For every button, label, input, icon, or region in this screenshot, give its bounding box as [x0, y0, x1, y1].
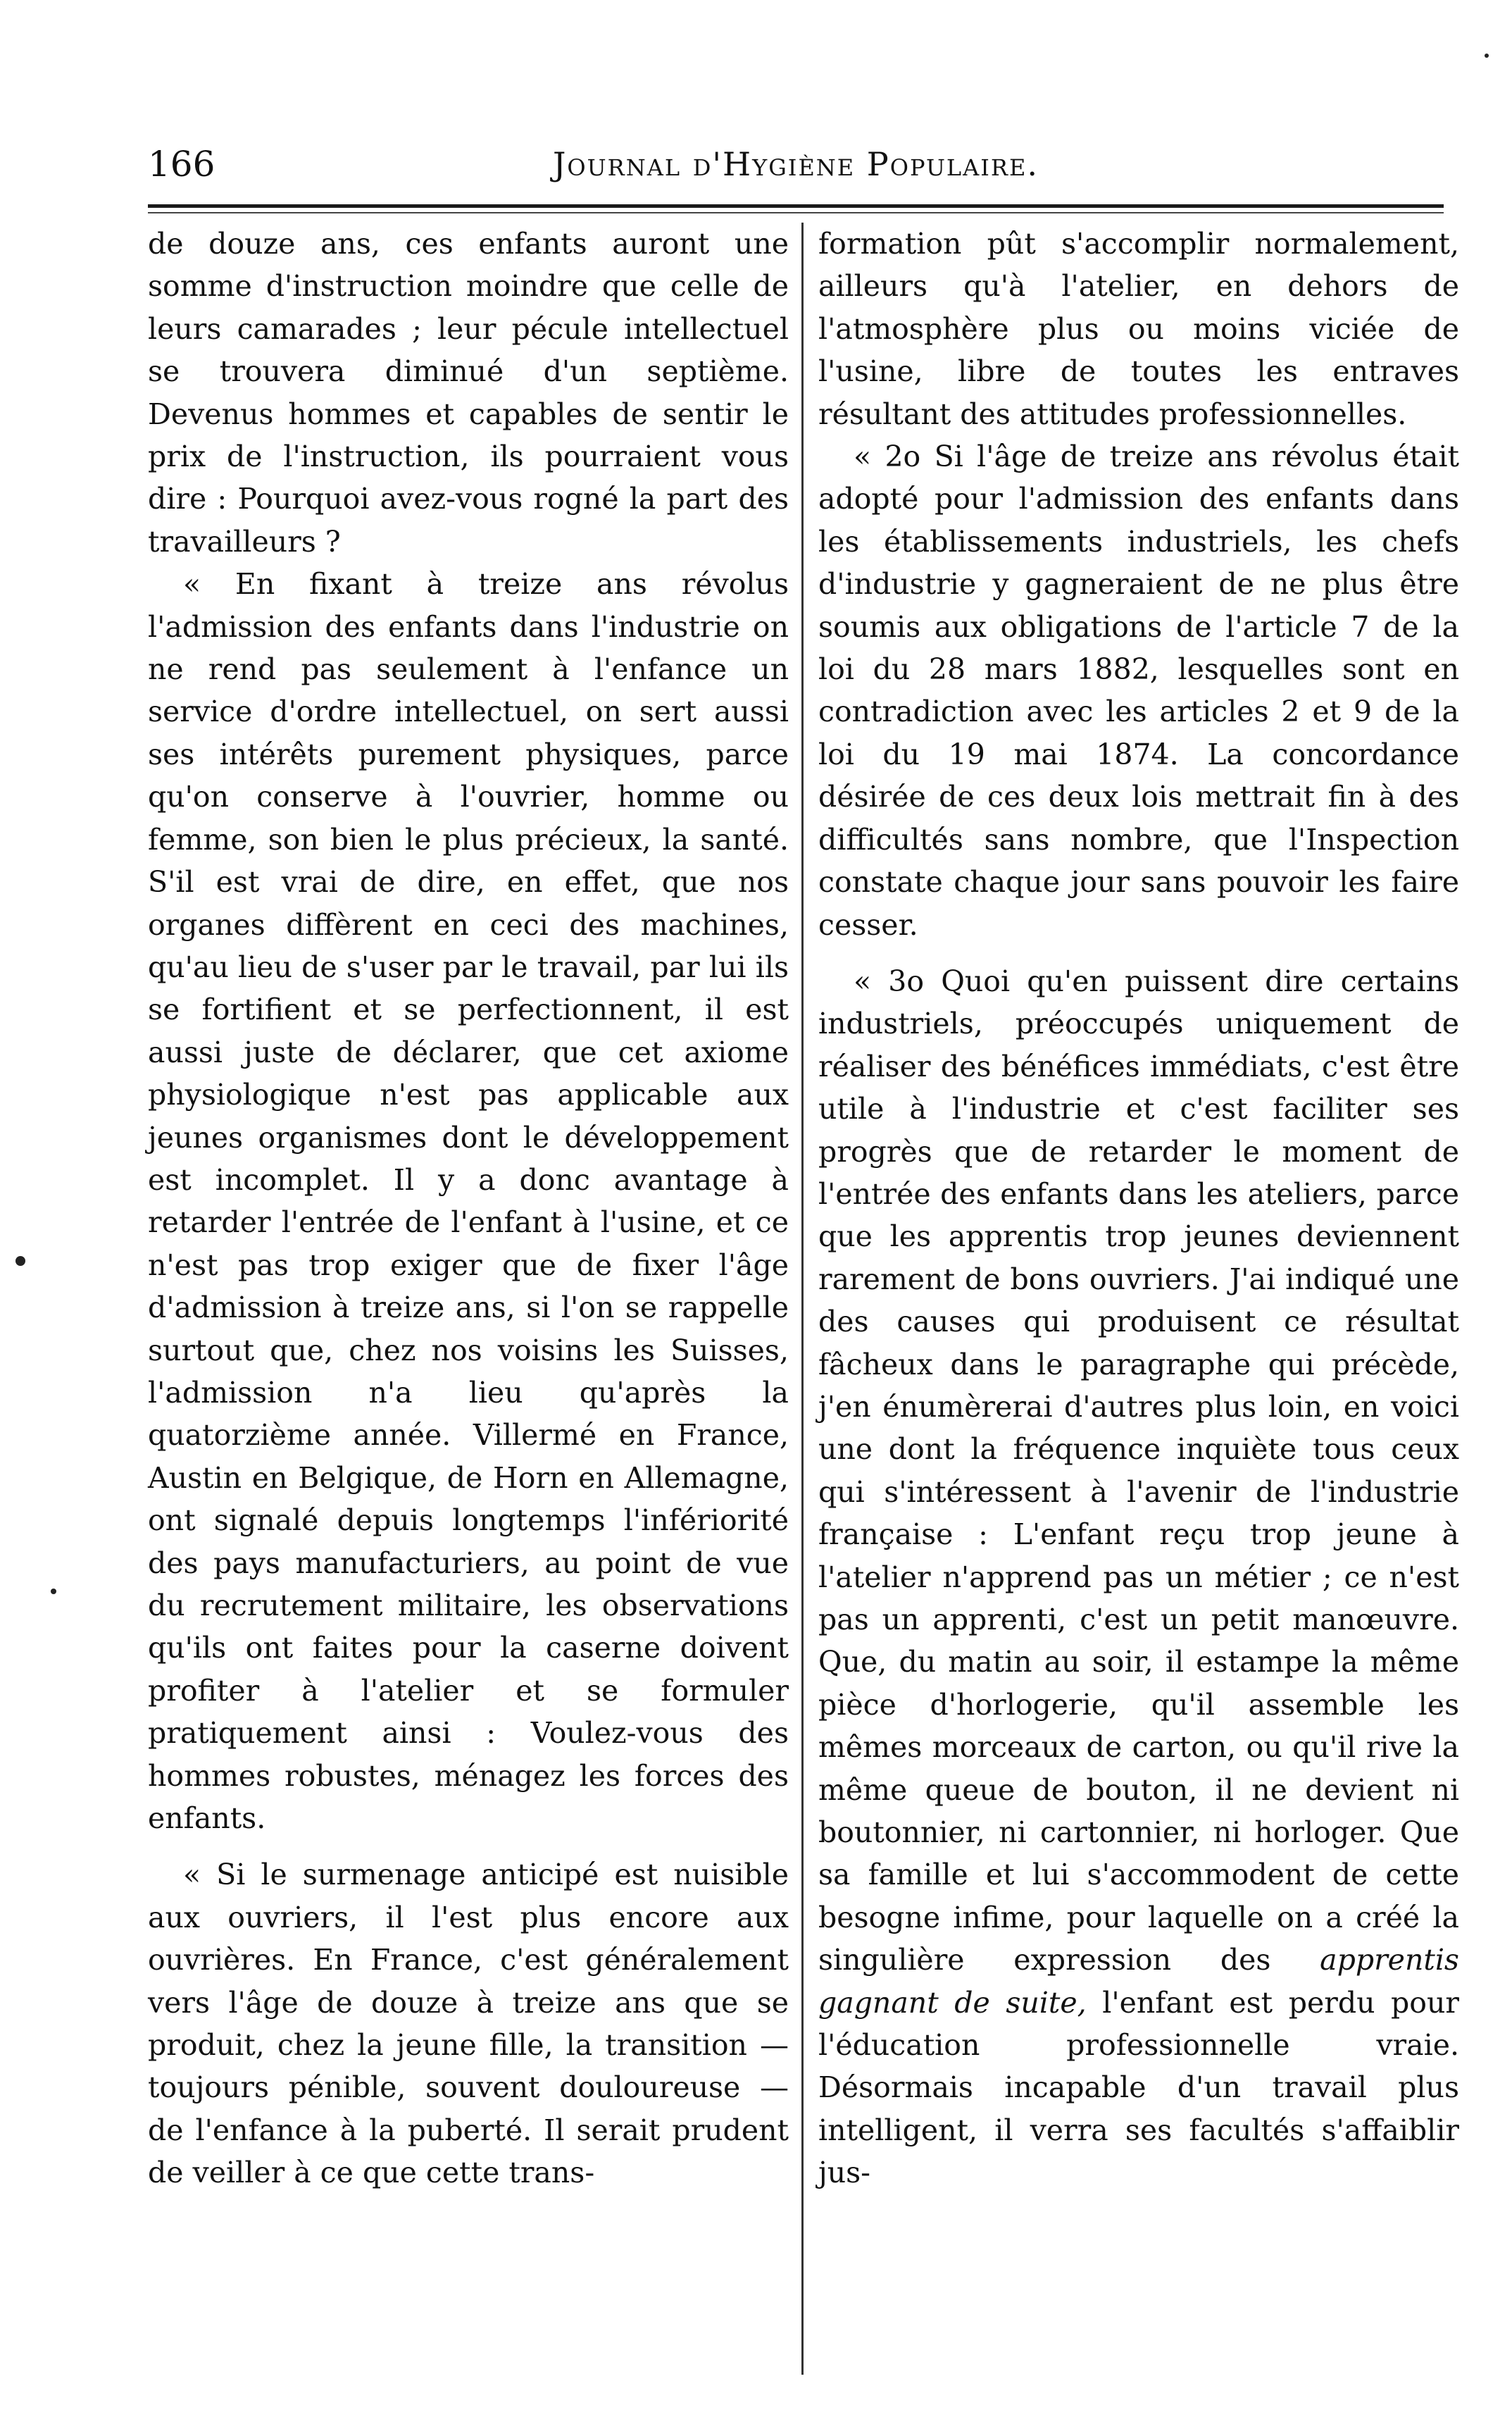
- left-paragraph-1: de douze ans, ces enfants auront une somme d'instruction moindre que celle de leurs camarades ; leur pécule intellectuel se trouvera diminué d'un septième. Devenus hommes et capables de sentir le prix de l'instruction, ils pourraient vous dire : Pourquoi avez-vous rogné la part des travailleurs ?: [148, 227, 789, 559]
- column-divider: [801, 223, 804, 2375]
- page-header: [148, 139, 1444, 189]
- left-paragraph-3: « Si le surmenage anticipé est nuisible aux ouvriers, il l'est plus encore aux ouvrières. En France, c'est généralement vers l'âge de douze à treize ans que se produit, chez la jeune fille, la transition — toujours pénible, souvent douloureuse — de l'enfance à la puberté. Il serait prudent de veiller à ce que cette trans-: [148, 1858, 789, 2190]
- scan-speck-top-right: [1485, 54, 1489, 58]
- right-paragraph-3: [818, 960, 1459, 2194]
- page-number: 166: [148, 144, 215, 185]
- right-paragraph-2: « 2o Si l'âge de treize ans révolus était adopté pour l'admission des enfants dans les établissements industriels, les chefs d'industrie y gagneraient de ne plus être soumis aux obligations de l'article 7 de la loi du 28 mars 1882, lesquelles sont en contradiction avec les articles 2 et 9 de la loi du 19 mai 1874. La concordance désirée de ces deux lois mettrait fin à des difficultés sans nombre, que l'Inspection constate chaque jour sans pouvoir les faire cesser.: [818, 440, 1459, 942]
- right-column: [818, 223, 1459, 2194]
- right-paragraph-3-text-a: « 3o Quoi qu'en puissent dire certains industriels, préoccupés uniquement de réaliser des bénéfices immédiats, c'est être utile à l'industrie et c'est faciliter ses progrès que de retarder le moment de l'entrée des enfants dans les ateliers, parce que les apprentis trop jeunes deviennent rarement de bons ouvriers. J'ai indiqué une des causes qui produisent ce résultat fâcheux dans le paragraphe qui précède, j'en énumèrerai d'autres plus loin, en voici une dont la fréquence inquiète tous ceux qui s'intéressent à l'avenir de l'industrie française : L'enfant reçu trop jeune à l'atelier n'apprend pas un métier ; ce n'est pas un apprenti, c'est un petit manœuvre. Que, du matin au soir, il estampe la même pièce d'horlogerie, qu'il assemble les mêmes morceaux de carton, ou qu'il rive la même queue de bouton, il ne devient ni boutonnier, ni cartonnier, ni horloger. Que sa famille et lui s'accommodent de cette besogne infime, pour laquelle on a créé la singulière expression des: [818, 964, 1459, 1977]
- header-rule: [148, 204, 1444, 208]
- right-paragraph-3-text-b: l'enfant est perdu pour l'éducation professionnelle vraie. Désormais incapable d'un travail plus intelligent, il verra ses facultés s'affaiblir jus-: [818, 1985, 1459, 2190]
- scan-speck-left-lower: [51, 1589, 56, 1594]
- left-column: [148, 223, 789, 2194]
- scan-speck-left: [15, 1256, 25, 1266]
- running-title: Journal d'Hygiène Populaire.: [552, 145, 1039, 183]
- left-paragraph-2: « En fixant à treize ans révolus l'admission des enfants dans l'industrie on ne rend pas seulement à l'enfance un service d'ordre intellectuel, on sert aussi ses intérêts purement physiques, parce qu'on conserve à l'ouvrier, homme ou femme, son bien le plus précieux, la santé. S'il est vrai de dire, en effet, que nos organes diffèrent en ceci des machines, qu'au lieu de s'user par le travail, par lui ils se fortifient et se perfectionnent, il est aussi juste de déclarer, que cet axiome physiologique n'est pas applicable aux jeunes organismes dont le développement est incomplet. Il y a donc avantage à retarder l'entrée de l'enfant à l'usine, et ce n'est pas trop exiger que de fixer l'âge d'admission à treize ans, si l'on se rappelle surtout que, chez nos voisins les Suisses, l'admission n'a lieu qu'après la quatorzième année. Villermé en France, Austin en Belgique, de Horn en Allemagne, ont signalé depuis longtemps l'infériorité des pays manufacturiers, au point de vue du recrutement militaire, les observations qu'ils ont faites pour la caserne doivent profiter à l'atelier et se formuler pratiquement ainsi : Voulez-vous des hommes robustes, ménagez les forces des enfants.: [148, 567, 789, 1836]
- header-rule-thin: [148, 212, 1444, 213]
- right-paragraph-1: formation pût s'accomplir normalement, ailleurs qu'à l'atelier, en dehors de l'atmosphère plus ou moins viciée de l'usine, libre de toutes les entraves résultant des attitudes professionnelles.: [818, 227, 1459, 431]
- right-paragraph-3-italic: apprentis gagnant de suite,: [818, 1943, 1459, 2020]
